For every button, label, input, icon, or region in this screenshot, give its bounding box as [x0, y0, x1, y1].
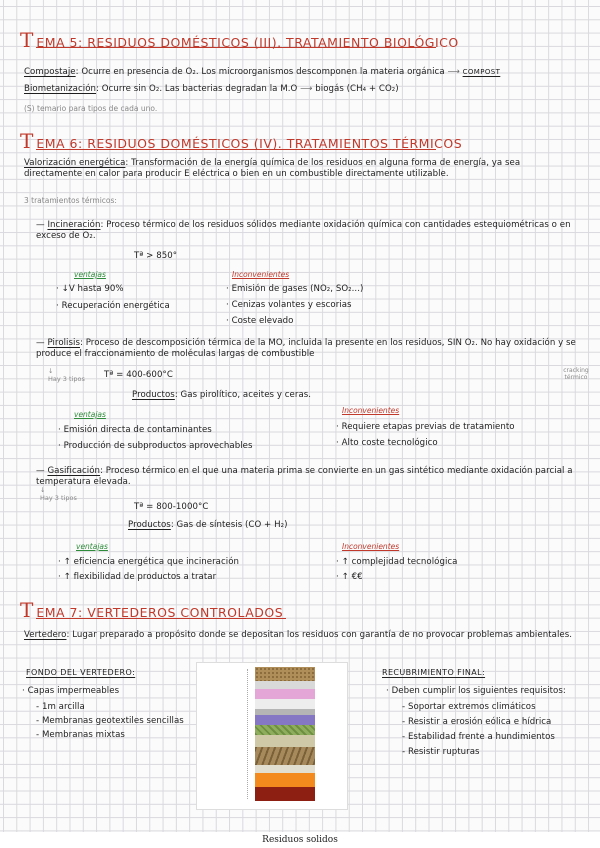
- pirolisis-ventaja-1: · Emisión directa de contaminantes: [58, 425, 212, 435]
- tema6-underline: [36, 149, 436, 150]
- gasificacion-productos: Productos: Gas de síntesis (CO + H₂): [128, 520, 288, 530]
- incineracion-ventajas-heading: ventajas: [74, 270, 106, 279]
- tema5-title: TEMA 5: RESIDUOS DOMÉSTICOS (III). TRATAMIENTO BIOLÓGICO: [20, 28, 459, 52]
- gasificacion-text: — Gasificación: Proceso térmico en el que una materia prima se convierte en un gas sintético mediante oxidación parcial a temperatura elevada.: [36, 466, 573, 487]
- tres-tratamientos: 3 tratamientos térmicos:: [24, 196, 117, 205]
- fondo-heading: FONDO DEL VERTEDERO:: [26, 668, 136, 677]
- gasificacion-side-note: ↓ Hay 3 tipos: [40, 486, 77, 502]
- gasificacion-ventajas-heading: ventajas: [76, 542, 108, 551]
- incineracion-ventaja-2: · Recuperación energética: [56, 301, 170, 311]
- pirolisis-ventajas-heading: ventajas: [74, 410, 106, 419]
- gasificacion-temp: Tª = 800-1000°C: [134, 502, 209, 512]
- incineracion-inconv-2: · Cenizas volantes y escorias: [226, 300, 352, 310]
- fondo-item-3: - Membranas geotextiles sencillas: [36, 716, 184, 726]
- gasificacion-ventaja-2: · ↑ flexibilidad de productos a tratar: [58, 572, 217, 582]
- incineracion-inconv-heading: Inconvenientes: [232, 270, 290, 279]
- pirolisis-temp: Tª = 400-600°C: [104, 370, 173, 380]
- tema7-underline: [36, 618, 286, 619]
- tema5-underline: [36, 47, 436, 48]
- tema6-title: TEMA 6: RESIDUOS DOMÉSTICOS (IV). TRATAMIENTOS TÉRMICOS: [20, 129, 463, 153]
- pirolisis-side-note: ↓ Hay 3 tipos: [48, 367, 85, 383]
- incineracion-inconv-1: · Emisión de gases (NO₂, SO₂...): [226, 284, 364, 294]
- incineracion-inconv-3: · Coste elevado: [226, 316, 294, 326]
- vertedero-text: Vertedero: Lugar preparado a propósito donde se depositan los residuos con garantía de no provocar problemas ambientales.: [24, 630, 573, 640]
- footer-caption: Residuos solidos: [262, 835, 338, 845]
- pirolisis-inconv-2: · Alto coste tecnológico: [336, 438, 438, 448]
- recub-item-5: - Resistir rupturas: [402, 747, 480, 757]
- tema5-note: (S) temario para tipos de cada uno.: [24, 104, 158, 113]
- gasificacion-ventaja-1: · ↑ eficiencia energética que incineración: [58, 557, 240, 567]
- pirolisis-ventaja-2: · Producción de subproductos aprovechables: [58, 441, 253, 451]
- pirolisis-productos: Productos: Gas pirolítico, aceites y ceras.: [132, 390, 312, 400]
- fondo-item-4: - Membranas mixtas: [36, 730, 125, 740]
- recubrimiento-heading: RECUBRIMIENTO FINAL:: [382, 668, 486, 677]
- tema7-title: TEMA 7: VERTEDEROS CONTROLADOS: [20, 598, 284, 622]
- gasificacion-inconv-1: · ↑ complejidad tecnológica: [336, 557, 458, 567]
- recub-item-4: - Estabilidad frente a hundimientos: [402, 732, 555, 742]
- incineracion-ventaja-1: · ↓V hasta 90%: [56, 284, 124, 294]
- incineracion-temp: Tª > 850°: [134, 251, 178, 261]
- landfill-cross-section-figure: [196, 662, 348, 810]
- valorizacion-text: Valorización energética: Transformación de la energía química de los residuos en alguna forma de energía, ya sea directamente en calor para producir E eléctrica o bien en un combustible directamente utilizable.: [24, 158, 521, 179]
- compostaje-line: Compostaje: Ocurre en presencia de O₂. Los microorganismos descomponen la materia orgánica ⟶ COMPOST: [24, 67, 501, 77]
- pirolisis-inconv-heading: Inconvenientes: [342, 406, 400, 415]
- pirolisis-inconv-1: · Requiere etapas previas de tratamiento: [336, 422, 515, 432]
- recub-item-2: - Soportar extremos climáticos: [402, 702, 536, 712]
- gasificacion-inconv-2: · ↑ €€: [336, 572, 363, 582]
- pirolisis-text: — Pirolisis: Proceso de descomposición térmica de la MO, incluida la presente en los residuos, SIN O₂. No hay oxidación y se produce el fraccionamiento de moléculas largas de combustible: [36, 338, 576, 359]
- incineracion-text: — Incineración: Proceso térmico de los residuos sólidos mediante oxidación química con cantidades estequiométricas o en exceso de O₂.: [36, 220, 571, 241]
- gasificacion-inconv-heading: Inconvenientes: [342, 542, 400, 551]
- cracking-note: cracking térmico: [563, 367, 589, 381]
- fondo-item-1: · Capas impermeables: [22, 686, 120, 696]
- fondo-item-2: - 1m arcilla: [36, 702, 85, 712]
- recub-item-1: · Deben cumplir los siguientes requisitos:: [386, 686, 566, 696]
- biometanizacion-line: Biometanización: Ocurre sin O₂. Las bacterias degradan la M.O ⟶ biogás (CH₄ + CO₂): [24, 84, 399, 94]
- recub-item-3: - Resistir a erosión eólica e hídrica: [402, 717, 552, 727]
